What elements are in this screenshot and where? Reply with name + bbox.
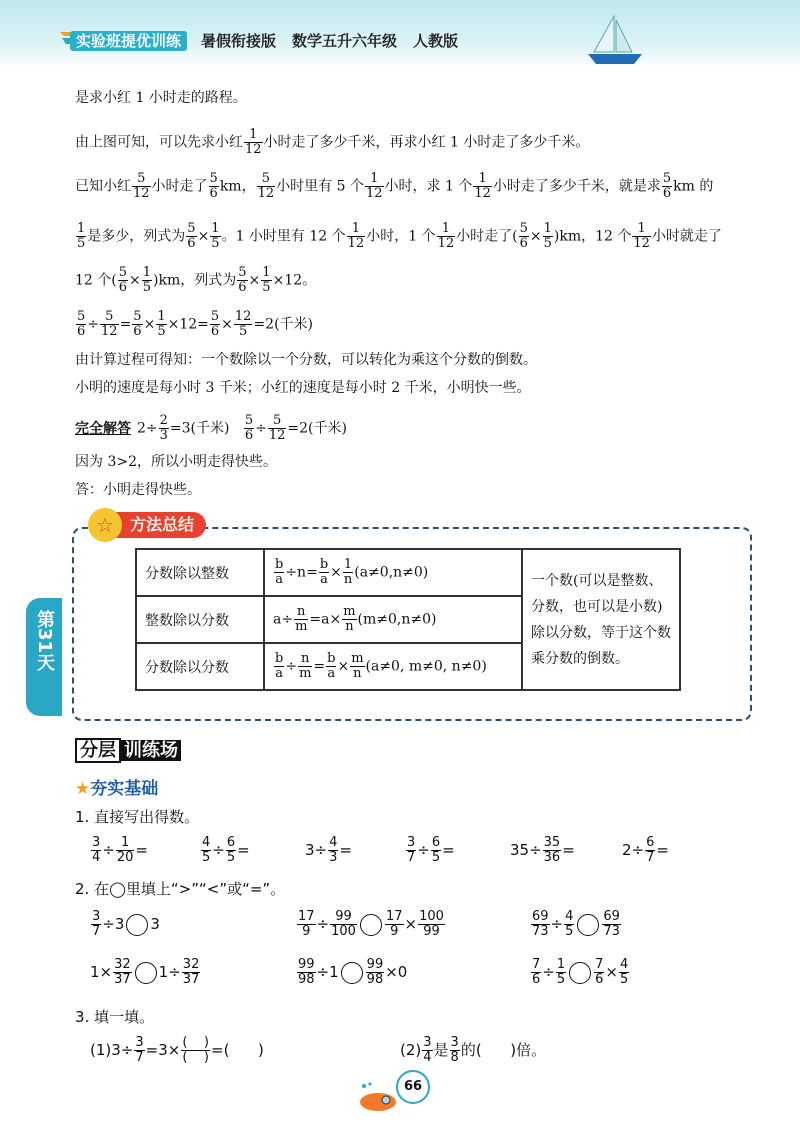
sailboat-icon: [580, 12, 650, 70]
answer-line: 完全解答 2÷ $\frac{2}{3}$ =3(千米) $\frac{5}{6}$ ÷ $\frac{5}{12}$ =2(千米): [75, 413, 347, 443]
summary-title: 方法总结: [92, 512, 206, 538]
summary-note: 一个数(可以是整数、分数，也可以是小数)除以分数，等于这个数乘分数的倒数。: [522, 549, 680, 690]
question-1: 1. 直接写出得数。: [75, 808, 200, 826]
text: 小时走了: [151, 178, 208, 195]
text-line-6: $\frac{5}{6}$ ÷ $\frac{5}{12}$ = $\frac{5}{6}$ × $\frac{1}{5}$ ×12= $\frac{5}{6}$ × $\frac{12}{5}$ =2(千米): [77, 309, 313, 339]
q1-item: $\frac{4}{5}$ ÷ $\frac{6}{5}$ =: [202, 835, 250, 865]
text: 小时就走了: [651, 228, 722, 245]
text: )km，12 个: [553, 228, 632, 245]
text: 是求小红 1 小时走的路程。: [75, 90, 247, 106]
q3-item-2: (2) $\frac{3}{4}$ 是 $\frac{3}{8}$ 的( )倍。: [400, 1035, 547, 1065]
text-line-10: [75, 452, 277, 472]
text: 。1 小时里有 12 个: [221, 228, 346, 245]
text: =3(千米): [169, 420, 230, 437]
row-label: 分数除以分数: [136, 643, 264, 690]
text: 小时里有 5 个: [276, 178, 364, 195]
fraction: $\frac{5}{12}$: [268, 413, 286, 443]
fraction: $\frac{5}{6}$: [238, 265, 247, 295]
text-line-11: [75, 480, 201, 500]
text: ×12。: [272, 272, 317, 289]
q2-item: $\frac{3}{7}$ ÷3 3: [92, 909, 160, 939]
row-label: 整数除以分数: [136, 596, 264, 643]
section-part-a: 分层: [75, 738, 121, 763]
text: 小时，求 1 个: [384, 178, 473, 195]
q2-item: $\frac{99}{98}$ ÷1 $\frac{99}{98}$ ×0: [298, 957, 408, 987]
day-tab: [26, 598, 62, 716]
q2-item: 1× $\frac{32}{37}$ 1÷ $\frac{32}{37}$: [90, 957, 200, 987]
compare-circle[interactable]: [135, 962, 157, 984]
fraction: $\frac{5}{6}$: [519, 221, 528, 251]
q1-item: 3÷ $\frac{4}{3}$ =: [305, 835, 352, 865]
compare-circle[interactable]: [126, 914, 148, 936]
fraction: $\frac{5}{6}$: [210, 309, 220, 339]
star-icon: ☆: [88, 508, 122, 542]
fraction: $\frac{5}{6}$: [244, 413, 254, 443]
fraction: $\frac{2}{3}$: [159, 413, 168, 443]
text: 小时走了(: [456, 228, 518, 245]
fraction: $\frac{1}{12}$: [633, 221, 650, 251]
header-banner: [0, 0, 800, 68]
text: 是多少，列式为: [87, 228, 186, 245]
text: 小时，1 个: [366, 228, 436, 245]
text: 小时走了多少千米，就是求: [492, 178, 661, 195]
q3-item-1: (1)3÷ $\frac{3}{7}$ =3× $\frac{( )}{( )}$ =( ): [90, 1035, 264, 1065]
section-part-b: 训练场: [121, 740, 181, 761]
text: 小时走了多少千米，再求小红 1 小时走了多少千米。: [263, 134, 590, 151]
q1-item: $\frac{3}{4}$ ÷ $\frac{1}{20}$ =: [92, 835, 148, 865]
fraction: $\frac{5}{6}$: [662, 171, 672, 201]
row-formula: $\frac{b}{a}$ ÷n= $\frac{b}{a}$ × $\frac{1}{n}$ (a≠0,n≠0): [264, 549, 522, 596]
fraction: $\frac{1}{5}$: [262, 265, 271, 295]
text: 12 个(: [75, 272, 117, 289]
fraction: $\frac{5}{6}$: [118, 265, 128, 295]
text-line-8: [75, 378, 531, 398]
table-row: [136, 549, 680, 596]
summary-table: [135, 548, 681, 691]
text: 小明的速度是每小时 3 千米；小红的速度是每小时 2 千米，小明快一些。: [75, 380, 531, 396]
q2-item: $\frac{7}{6}$ ÷ $\frac{1}{5}$ $\frac{7}{6}$ × $\frac{4}{5}$: [532, 957, 629, 987]
compare-circle[interactable]: [569, 962, 591, 984]
text: 由计算过程可得知：一个数除以一个分数，可以转化为乘这个分数的倒数。: [75, 352, 537, 368]
fraction: $\frac{1}{5}$: [77, 221, 86, 251]
compare-circle[interactable]: [341, 962, 363, 984]
q2-item: $\frac{17}{9}$ ÷ $\frac{99}{100}$ $\frac{17}{9}$ × $\frac{100}{99}$: [298, 909, 444, 939]
fraction: $\frac{12}{5}$: [234, 309, 252, 339]
text: 答：小明走得快些。: [75, 482, 201, 498]
header-edition: 暑假衔接版: [201, 32, 277, 50]
fraction: $\frac{1}{12}$: [245, 127, 262, 157]
header-publisher: 人教版: [413, 32, 459, 50]
question-2: 2. 在◯里填上“>”“<”或“=”。: [75, 880, 286, 898]
text: 因为 3>2，所以小明走得快些。: [75, 454, 277, 470]
fraction: $\frac{1}{12}$: [437, 221, 455, 251]
practice-section-title: [75, 736, 181, 762]
page-number: 66: [396, 1070, 430, 1104]
row-label: 分数除以整数: [136, 549, 264, 596]
text: km，: [219, 178, 256, 195]
fraction: $\frac{5}{6}$: [209, 171, 218, 201]
text: km 的: [673, 178, 714, 195]
compare-circle[interactable]: [360, 914, 382, 936]
q2-item: $\frac{69}{73}$ ÷ $\frac{4}{5}$ $\frac{69}{73}$: [532, 909, 620, 939]
fraction: $\frac{1}{12}$: [347, 221, 365, 251]
text-line-7: [75, 350, 537, 370]
fraction: $\frac{5}{12}$: [101, 309, 118, 339]
question-3: 3. 填一填。: [75, 1008, 155, 1026]
fraction: $\frac{5}{12}$: [257, 171, 275, 201]
q1-item: 2÷ $\frac{6}{7}$ =: [622, 835, 669, 865]
text: =2(千米): [287, 420, 347, 437]
row-formula: a÷ $\frac{n}{m}$ =a× $\frac{m}{n}$ (m≠0,n≠0): [264, 596, 522, 643]
text: =2(千米): [253, 316, 313, 333]
text-line-3: [75, 172, 713, 201]
day-tab-label: 第31天: [34, 610, 55, 672]
text: 已知小红: [75, 178, 131, 195]
q1-item: $\frac{3}{7}$ ÷ $\frac{6}{5}$ =: [407, 835, 455, 865]
text-line-4: $\frac{1}{5}$ 是多少，列式为 $\frac{5}{6}$ × $\frac{1}{5}$ 。1 小时里有 12 个 $\frac{1}{12}$ 小时，1 个 $\frac{1}{12}$ 小时走了( $\frac{5}{6}$ × $\frac{1}{5}$ )km，12 个 $\frac{1}{12}$ 小时就走了: [77, 221, 722, 251]
text: 由上图可知，可以先求小红: [75, 134, 243, 151]
compare-circle[interactable]: [577, 914, 599, 936]
fraction: $\frac{1}{5}$: [142, 265, 152, 295]
answer-label: 完全解答: [75, 420, 131, 437]
text-line-2: [75, 128, 589, 157]
text-line-5: 12 个( $\frac{5}{6}$ × $\frac{1}{5}$ )km，列式为 $\frac{5}{6}$ × $\frac{1}{5}$ ×12。: [75, 265, 317, 295]
fraction: $\frac{1}{5}$: [543, 221, 552, 251]
fraction: $\frac{5}{6}$: [187, 221, 196, 251]
fraction: $\frac{5}{6}$: [133, 309, 142, 339]
star-icon: ★: [75, 779, 91, 799]
row-formula: $\frac{b}{a}$ ÷ $\frac{n}{m}$ = $\frac{b}{a}$ × $\frac{m}{n}$ (a≠0, m≠0, n≠0): [264, 643, 522, 690]
text: 夯实基础: [90, 779, 159, 799]
fraction: $\frac{5}{12}$: [133, 171, 150, 201]
fraction: $\frac{1}{12}$: [474, 171, 491, 201]
q1-item: 35÷ $\frac{35}{36}$ =: [510, 835, 575, 865]
header-brand: 实验班提优训练: [70, 31, 187, 51]
fraction: $\frac{1}{12}$: [365, 171, 383, 201]
text-line-1: [75, 88, 247, 108]
fraction: $\frac{1}{5}$: [211, 221, 220, 251]
header-subject: 数学五升六年级: [292, 32, 398, 50]
basics-subtitle: [75, 774, 158, 799]
text: )km，列式为: [153, 272, 237, 289]
header-text: [70, 30, 458, 51]
fraction: $\frac{1}{5}$: [157, 309, 166, 339]
fraction: $\frac{5}{6}$: [77, 309, 86, 339]
